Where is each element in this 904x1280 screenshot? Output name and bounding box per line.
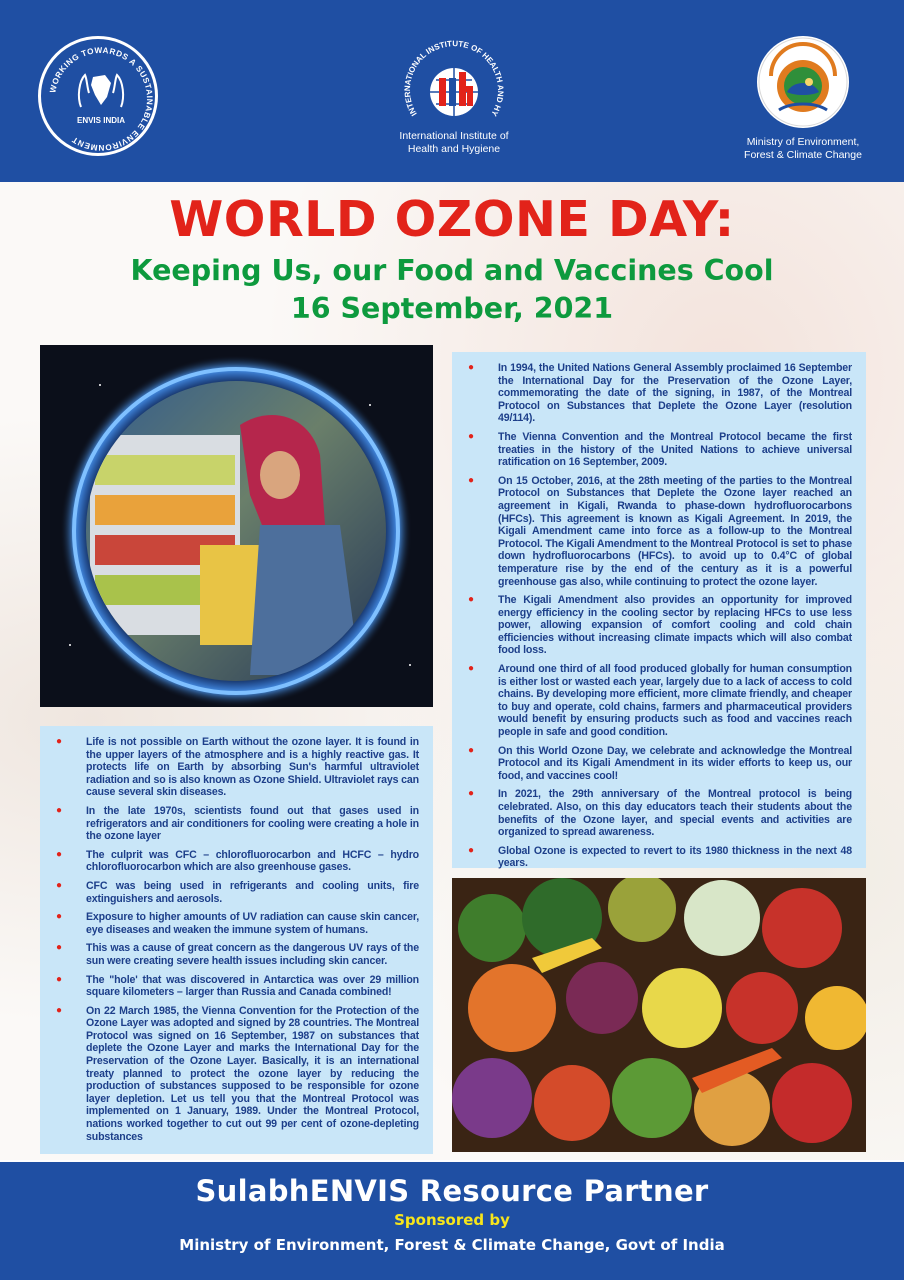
- list-item: ● Global Ozone is expected to revert to its 1980 thickness in the next 48 years.: [468, 844, 852, 870]
- envis-label: ENVIS INDIA: [76, 116, 125, 125]
- iihh-caption-1: International Institute of: [399, 130, 509, 142]
- hands-icon: [75, 67, 127, 111]
- left-facts-panel: [40, 726, 433, 1154]
- right-facts-panel: [452, 352, 866, 868]
- list-item: ● This was a cause of great concern as the dangerous UV rays of the sun were creating severe health issues including skin cancer.: [56, 942, 419, 967]
- svg-text:INTERNATIONAL INSTITUTE OF HEA: INTERNATIONAL INSTITUTE OF HEALTH AND HY: [402, 39, 506, 118]
- list-item: ● On 15 October, 2016, at the 28th meeting of the parties to the Montreal Protocol on Substances that Deplete the Ozone layer reached an agreement in Kigali, Rwanda to phase-down hydrofluorocarbons (HFCs). This agreement is known as Kigali Agreement. In 2019, the Kigali Amendment came into force as a follow-up to the Montreal Protocol. The Kigali Amendment to the Montreal Protocol is set to phase down hydrofluorocarbons (HFCs). to avoid up to 0.4°C of global temperature rise by the end of the century as it is a powerful greenhouse gas also, while continuing to protect the ozone layer.: [468, 474, 852, 588]
- list-item: ● The Kigali Amendment also provides an opportunity for improved energy efficiency in the cooling sector by replacing HFCs to use less power, allowing expansion of comfort cooling and cold chain efficiencies without increasing climate impacts which will also combat food loss.: [468, 594, 852, 657]
- bullet-icon: ●: [56, 848, 62, 860]
- ministry-caption-1: Ministry of Environment,: [746, 136, 860, 148]
- bullet-icon: ●: [468, 844, 474, 856]
- bullet-icon: ●: [468, 663, 474, 675]
- resource-partner-label: SulabhENVIS Resource Partner: [195, 1174, 709, 1208]
- sponsored-by-label: Sponsored by: [394, 1211, 510, 1229]
- title-block: [0, 190, 904, 328]
- list-item: ● Life is not possible on Earth without the ozone layer. It is found in the upper layers of the atmosphere and is a highly reactive gas. It protects life on Earth by absorbing Sun's harmful ultraviolet radiation and so is also known as Ozone Shield. Ultraviolet rays can cause several skin diseases.: [56, 736, 419, 799]
- list-item: ● In the late 1970s, scientists found out that gases used in refrigerators and air conditioners for cooling were creating a hole in the ozone layer: [56, 804, 419, 843]
- bullet-icon: ●: [468, 788, 474, 800]
- event-date: 16 September, 2021: [290, 292, 614, 325]
- envis-logo: [38, 36, 158, 156]
- page-title: WORLD OZONE DAY:: [169, 191, 735, 248]
- list-item: ● The "hole' that was discovered in Antarctica was over 29 million square kilometers – larger than Russia and Canada combined!: [56, 973, 419, 999]
- right-facts-list: [464, 362, 852, 870]
- iihh-mark: [399, 36, 509, 126]
- bullet-icon: ●: [468, 362, 474, 373]
- bullet-icon: ●: [56, 1004, 62, 1016]
- ministry-logo: [728, 36, 878, 162]
- bullet-icon: ●: [468, 430, 474, 442]
- bullet-icon: ●: [56, 911, 62, 923]
- list-item: ● Around one third of all food produced globally for human consumption is either lost or wasted each year, largely due to a lack of access to cold chains. By developing more efficient, more climate friendly, and cheaper to buy and operate, cold chains, farmers and pharmaceutical providers would benefit by ensuring products such as food and vaccines reach people in safe and good condition.: [468, 663, 852, 739]
- bullet-icon: ●: [468, 474, 474, 486]
- list-item: ● On this World Ozone Day, we celebrate and acknowledge the Montreal Protocol and its Kigali Amendment in its wider efforts to keep us, our food, and vaccines cool!: [468, 744, 852, 782]
- bullet-icon: ●: [56, 973, 62, 985]
- left-facts-list: [52, 736, 419, 1143]
- iihh-caption-2: Health and Hygiene: [407, 143, 501, 155]
- bullet-icon: ●: [56, 879, 62, 891]
- list-item: ● The Vienna Convention and the Montreal Protocol became the first treaties in the history of the United Nations to achieve universal ratification on 16 September, 2009.: [468, 430, 852, 469]
- svg-text:WORKING TOWARDS A SUSTAINABLE: WORKING TOWARDS A SUSTAINABLE ENVIRONMENT: [48, 45, 155, 153]
- bullet-icon: ●: [468, 594, 474, 606]
- footer-banner: [0, 1162, 904, 1280]
- ministry-caption-2: Forest & Climate Change: [744, 149, 862, 161]
- list-item: ● Exposure to higher amounts of UV radiation can cause skin cancer, eye diseases and weaken the immune system of humans.: [56, 911, 419, 936]
- header-banner: [0, 0, 904, 182]
- list-item: ● In 1994, the United Nations General Assembly proclaimed 16 September the International Day for the Preservation of the Ozone Layer, commemorating the date of the signing, in 1987, of the Montreal Protocol on Substances that Deplete the Ozone Layer (resolution 49/114).: [468, 362, 852, 425]
- page-subtitle: Keeping Us, our Food and Vaccines Cool: [130, 254, 774, 287]
- list-item: ● In 2021, the 29th anniversary of the Montreal protocol is being celebrated. Also, on this day educators teach their students about the benefits of the Ozone layer, and special events and activities are organized to spread awareness.: [468, 788, 852, 839]
- bullet-icon: ●: [56, 736, 62, 747]
- bullet-icon: ●: [56, 804, 62, 816]
- ministry-emblem-icon: [757, 36, 849, 128]
- list-item: ● On 22 March 1985, the Vienna Convention for the Protection of the Ozone Layer was adopted and signed by 28 countries. The Montreal Protocol was signed on 16 September, 1987 on substances that deplete the Ozone Layer and marks the International Day for the Preservation of the Ozone Layer. Basically, it is an international treaty planned to protect the ozone layer by reducing the production of substances supposed to be responsible for ozone layer depletion. Let us tell you that the Montreal Protocol was implemented on 1 January, 1989. Under the Montreal Protocol, nations worked together to cut out 99 per cent of ozone-depleting substances: [56, 1004, 419, 1143]
- earth-supermarket-photo: [40, 345, 433, 707]
- sponsor-name: Ministry of Environment, Forest & Climate Change, Govt of India: [179, 1236, 725, 1254]
- bullet-icon: ●: [468, 744, 474, 756]
- envis-center: [75, 67, 127, 131]
- list-item: ● CFC was being used in refrigerants and cooling units, fire extinguishers and aerosols.: [56, 879, 419, 905]
- vegetables-photo: [452, 878, 866, 1152]
- iihh-logo: [384, 36, 524, 156]
- list-item: ● The culprit was CFC – chlorofluorocarbon and HCFC – hydro chlorofluorocarbon which are also greenhouse gases.: [56, 848, 419, 874]
- bullet-icon: ●: [56, 942, 62, 954]
